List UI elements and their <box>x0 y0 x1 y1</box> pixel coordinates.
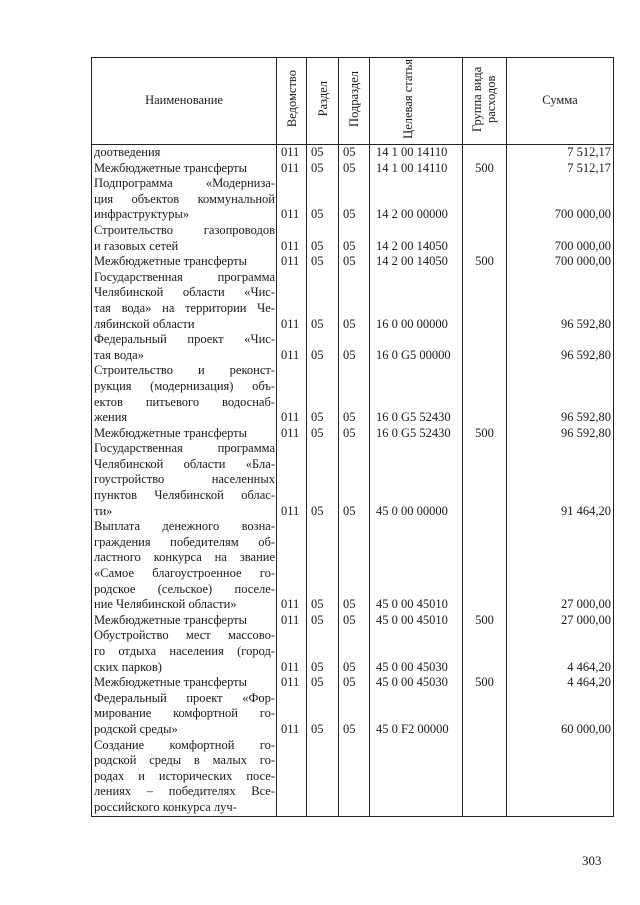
header-celevaya: Целевая статья <box>370 58 463 145</box>
row-summa <box>507 738 614 816</box>
row-summa: 96 592,80 <box>507 270 614 332</box>
row-name-line: гоустройство населенных <box>94 472 275 487</box>
row-podrazdel: 05 <box>339 254 370 270</box>
row-podrazdel: 05 <box>339 270 370 332</box>
table-row <box>92 332 614 363</box>
row-razdel: 05 <box>307 675 339 691</box>
row-name-line: родах и исторических посе- <box>94 768 275 783</box>
row-podrazdel: 05 <box>339 675 370 691</box>
row-gruppa-rashodov <box>463 223 507 254</box>
row-summa: 4 464,20 <box>507 675 614 691</box>
row-gruppa-rashodov: 500 <box>463 161 507 177</box>
row-summa: 7 512,17 <box>507 145 614 161</box>
row-name-line: ских парков) <box>94 659 162 674</box>
table-row <box>92 691 614 738</box>
row-vedomstvo: 011 <box>277 691 307 738</box>
row-vedomstvo: 011 <box>277 519 307 613</box>
row-summa: 4 464,20 <box>507 628 614 675</box>
row-celevaya-statya: 16 0 00 00000 <box>370 270 463 332</box>
table-row <box>92 628 614 675</box>
table-row <box>92 270 614 332</box>
row-celevaya-statya: 14 2 00 14050 <box>370 254 463 270</box>
row-vedomstvo: 011 <box>277 161 307 177</box>
row-podrazdel: 05 <box>339 691 370 738</box>
row-razdel: 05 <box>307 161 339 177</box>
table-header <box>92 58 614 145</box>
row-name-line: Строительство и реконст- <box>94 363 275 378</box>
table-row <box>92 426 614 442</box>
table-row <box>92 254 614 270</box>
row-podrazdel: 05 <box>339 161 370 177</box>
row-name-line: и газовых сетей <box>94 238 179 253</box>
row-razdel: 05 <box>307 363 339 425</box>
header-vedomstvo: Ведомство <box>277 58 307 145</box>
row-gruppa-rashodov: 500 <box>463 675 507 691</box>
row-gruppa-rashodov <box>463 145 507 161</box>
table-row <box>92 176 614 223</box>
row-podrazdel: 05 <box>339 332 370 363</box>
row-name <box>92 628 277 675</box>
row-name-line: Выплата денежного возна- <box>94 519 275 534</box>
row-name-line: Федеральный проект «Чис- <box>94 332 275 347</box>
row-name-line: го отдыха населения (город- <box>94 644 275 658</box>
row-name-line: Подпрограмма «Модерниза- <box>94 176 275 191</box>
row-celevaya-statya: 45 0 00 00000 <box>370 441 463 519</box>
row-summa: 700 000,00 <box>507 254 614 270</box>
row-summa: 27 000,00 <box>507 613 614 629</box>
row-name-line: Государственная программа <box>94 269 275 284</box>
row-name-line: Строительство газопроводов <box>94 222 275 237</box>
row-gruppa-rashodov <box>463 363 507 425</box>
row-razdel: 05 <box>307 270 339 332</box>
header-name: Наименование <box>92 58 277 145</box>
row-vedomstvo: 011 <box>277 441 307 519</box>
row-name-line: Челябинской области «Бла- <box>94 456 275 471</box>
header-razdel: Раздел <box>307 58 339 145</box>
table-row <box>92 363 614 425</box>
row-vedomstvo: 011 <box>277 613 307 629</box>
row-celevaya-statya: 16 0 G5 00000 <box>370 332 463 363</box>
table-body <box>92 145 614 817</box>
row-vedomstvo: 011 <box>277 363 307 425</box>
row-vedomstvo: 011 <box>277 426 307 442</box>
row-vedomstvo: 011 <box>277 145 307 161</box>
table-row <box>92 613 614 629</box>
row-celevaya-statya: 16 0 G5 52430 <box>370 363 463 425</box>
row-name-line: тая вода» на территории Че- <box>94 300 275 315</box>
row-name <box>92 613 277 629</box>
row-razdel: 05 <box>307 613 339 629</box>
row-celevaya-statya: 45 0 00 45010 <box>370 519 463 613</box>
row-gruppa-rashodov <box>463 332 507 363</box>
row-gruppa-rashodov <box>463 176 507 223</box>
row-name-line: родское (сельское) поселе- <box>94 581 275 596</box>
row-podrazdel: 05 <box>339 426 370 442</box>
row-name-line: инфраструктуры» <box>94 207 190 222</box>
row-name-line: Межбюджетные трансферты <box>94 254 248 269</box>
row-gruppa-rashodov: 500 <box>463 613 507 629</box>
row-summa: 96 592,80 <box>507 363 614 425</box>
row-name-line: Создание комфортной го- <box>94 737 275 752</box>
row-summa: 91 464,20 <box>507 441 614 519</box>
row-summa: 700 000,00 <box>507 176 614 223</box>
row-name <box>92 332 277 363</box>
row-name-line: Федеральный проект «Фор- <box>94 690 275 705</box>
row-name-line: мирование комфортной го- <box>94 706 275 721</box>
row-razdel: 05 <box>307 254 339 270</box>
row-name-line: Межбюджетные трансферты <box>94 425 248 440</box>
row-razdel: 05 <box>307 332 339 363</box>
row-name-line: ние Челябинской области» <box>94 597 237 612</box>
row-name <box>92 675 277 691</box>
row-name <box>92 738 277 816</box>
row-summa: 7 512,17 <box>507 161 614 177</box>
row-name-line: Межбюджетные трансферты <box>94 160 248 175</box>
row-vedomstvo: 011 <box>277 254 307 270</box>
row-name-line: пунктов Челябинской облас- <box>94 488 275 503</box>
row-name <box>92 691 277 738</box>
row-podrazdel: 05 <box>339 363 370 425</box>
row-name-line: Челябинской области «Чис- <box>94 285 275 300</box>
row-gruppa-rashodov <box>463 628 507 675</box>
table-row <box>92 161 614 177</box>
row-name <box>92 363 277 425</box>
row-name-line: «Самое благоустроенное го- <box>94 566 275 581</box>
row-podrazdel: 05 <box>339 441 370 519</box>
row-celevaya-statya: 14 2 00 14050 <box>370 223 463 254</box>
row-razdel: 05 <box>307 519 339 613</box>
row-celevaya-statya: 45 0 00 45010 <box>370 613 463 629</box>
row-razdel: 05 <box>307 628 339 675</box>
row-summa: 700 000,00 <box>507 223 614 254</box>
row-podrazdel <box>339 738 370 816</box>
row-name-line: ектов питьевого водоснаб- <box>94 394 275 409</box>
row-vedomstvo: 011 <box>277 675 307 691</box>
row-razdel: 05 <box>307 145 339 161</box>
row-name-line: доотведения <box>94 145 161 159</box>
row-celevaya-statya <box>370 738 463 816</box>
row-celevaya-statya: 14 2 00 00000 <box>370 176 463 223</box>
row-podrazdel: 05 <box>339 176 370 223</box>
page-number: 303 <box>582 853 602 868</box>
row-name-line: тая вода» <box>94 347 144 362</box>
row-gruppa-rashodov <box>463 519 507 613</box>
row-name-line: родской среды» <box>94 721 178 736</box>
row-vedomstvo: 011 <box>277 332 307 363</box>
header-gruppa: Группа вида расходов <box>463 58 507 145</box>
row-podrazdel: 05 <box>339 145 370 161</box>
row-name-line: Обустройство мест массово- <box>94 628 275 643</box>
row-summa: 96 592,80 <box>507 332 614 363</box>
row-podrazdel: 05 <box>339 613 370 629</box>
row-name-line: ти» <box>94 503 113 518</box>
row-name <box>92 223 277 254</box>
row-gruppa-rashodov: 500 <box>463 254 507 270</box>
table-row <box>92 519 614 613</box>
table-row <box>92 441 614 519</box>
row-name <box>92 426 277 442</box>
row-celevaya-statya: 45 0 F2 00000 <box>370 691 463 738</box>
row-vedomstvo: 011 <box>277 628 307 675</box>
row-name-line: ция объектов коммунальной <box>94 191 275 206</box>
row-celevaya-statya: 45 0 00 45030 <box>370 675 463 691</box>
row-name <box>92 145 277 161</box>
row-name-line: ластного конкурса на звание <box>94 550 275 565</box>
row-razdel <box>307 738 339 816</box>
row-razdel: 05 <box>307 691 339 738</box>
header-podrazdel: Подраздел <box>339 58 370 145</box>
table-row <box>92 675 614 691</box>
row-vedomstvo: 011 <box>277 223 307 254</box>
row-name-line: Межбюджетные трансферты <box>94 612 248 627</box>
row-summa: 60 000,00 <box>507 691 614 738</box>
row-celevaya-statya: 14 1 00 14110 <box>370 145 463 161</box>
row-name-line: лениях – победителях Все- <box>94 784 275 799</box>
budget-table <box>91 57 614 817</box>
row-summa: 27 000,00 <box>507 519 614 613</box>
row-gruppa-rashodov <box>463 441 507 519</box>
row-razdel: 05 <box>307 176 339 223</box>
row-name <box>92 270 277 332</box>
row-vedomstvo <box>277 738 307 816</box>
row-razdel: 05 <box>307 441 339 519</box>
row-name-line: лябинской области <box>94 316 195 331</box>
table-row <box>92 145 614 161</box>
row-podrazdel: 05 <box>339 519 370 613</box>
row-summa: 96 592,80 <box>507 426 614 442</box>
row-name-line: Межбюджетные трансферты <box>94 675 248 690</box>
row-name-line: граждения победителям об- <box>94 534 275 549</box>
header-summa: Сумма <box>507 58 614 145</box>
row-celevaya-statya: 45 0 00 45030 <box>370 628 463 675</box>
row-podrazdel: 05 <box>339 223 370 254</box>
row-gruppa-rashodov <box>463 738 507 816</box>
row-name <box>92 254 277 270</box>
row-podrazdel: 05 <box>339 628 370 675</box>
row-gruppa-rashodov <box>463 691 507 738</box>
row-name-line: рукция (модернизация) объ- <box>94 378 275 393</box>
table-row <box>92 223 614 254</box>
row-name <box>92 161 277 177</box>
row-gruppa-rashodov <box>463 270 507 332</box>
row-razdel: 05 <box>307 426 339 442</box>
row-vedomstvo: 011 <box>277 176 307 223</box>
row-razdel: 05 <box>307 223 339 254</box>
row-name-line: российского конкурса луч- <box>94 799 237 814</box>
row-gruppa-rashodov: 500 <box>463 426 507 442</box>
row-name <box>92 519 277 613</box>
row-celevaya-statya: 16 0 G5 52430 <box>370 426 463 442</box>
table-row <box>92 738 614 816</box>
row-name <box>92 176 277 223</box>
row-vedomstvo: 011 <box>277 270 307 332</box>
row-name-line: Государственная программа <box>94 441 275 456</box>
row-name <box>92 441 277 519</box>
row-name-line: жения <box>94 410 128 425</box>
row-name-line: родской среды в малых го- <box>94 753 275 768</box>
row-celevaya-statya: 14 1 00 14110 <box>370 161 463 177</box>
